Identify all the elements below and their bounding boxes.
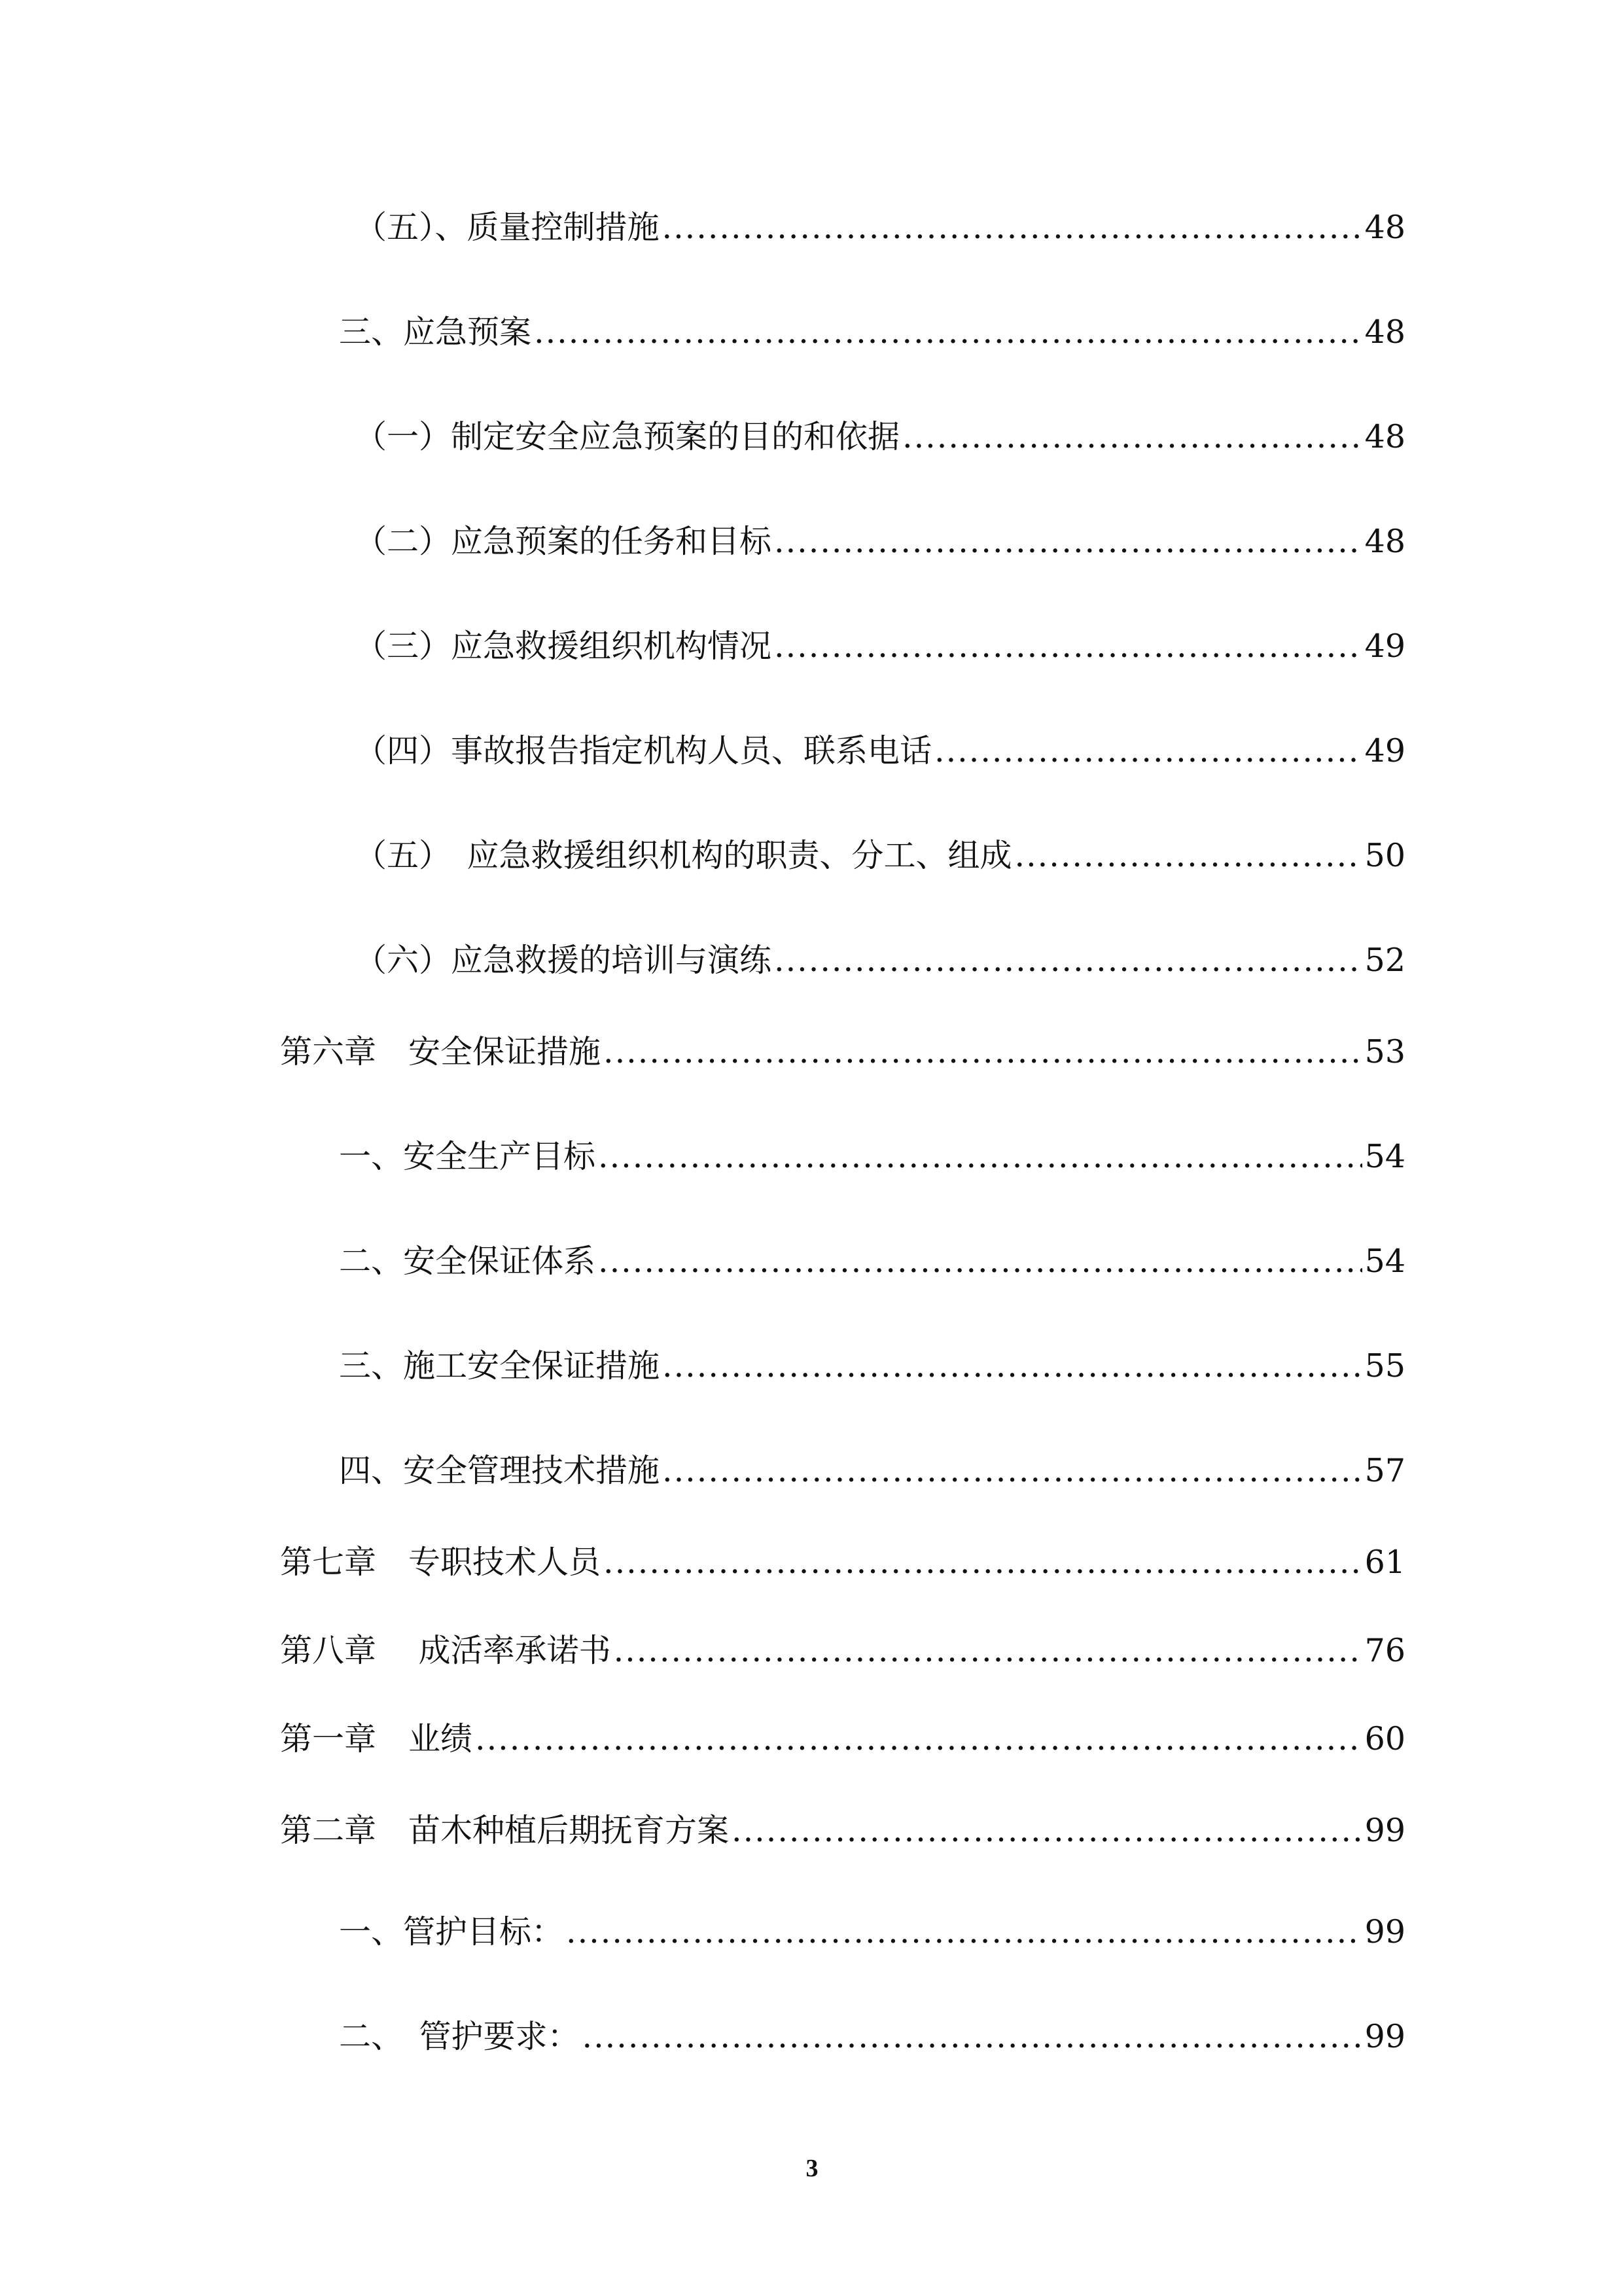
toc-entry-page: 55 [1364, 1347, 1405, 1385]
toc-entry-title: （六）应急救援的培训与演练 [355, 942, 772, 979]
toc-leader-dots [603, 1033, 1362, 1072]
page-number: 3 [805, 2155, 819, 2182]
toc-leader-dots [774, 522, 1362, 561]
toc-entry-title: 第七章 专职技术人员 [280, 1544, 601, 1581]
toc-entry-title: 第二章 苗木种植后期抚育方案 [280, 1812, 730, 1849]
toc-leader-dots [662, 1451, 1362, 1491]
toc-entry-title: 一、安全生产目标 [339, 1138, 596, 1175]
toc-leader-dots [662, 208, 1362, 247]
toc-entry-title: 第八章 成活率承诺书 [280, 1632, 611, 1669]
toc-entry-page: 99 [1364, 1812, 1405, 1849]
toc-entry-title: 四、安全管理技术措施 [339, 1452, 660, 1489]
toc-entry[interactable] [339, 1242, 1405, 1281]
toc-entry-page: 48 [1364, 313, 1405, 351]
toc-entry-page: 50 [1364, 837, 1405, 874]
toc-entry[interactable] [355, 522, 1405, 561]
toc-entry-page: 54 [1364, 1243, 1405, 1280]
toc-entry[interactable] [280, 1033, 1405, 1072]
toc-entry[interactable] [339, 1137, 1405, 1176]
toc-entry-page: 99 [1364, 2018, 1405, 2055]
toc-leader-dots [732, 1811, 1362, 1850]
toc-entry-title: 二、 管护要求： [339, 2018, 580, 2055]
toc-entry-title: 三、应急预案 [339, 313, 532, 351]
toc-leader-dots [582, 2017, 1362, 2057]
toc-entry-page: 60 [1364, 1720, 1405, 1757]
toc-entry-page: 48 [1364, 523, 1405, 560]
toc-entry-title: （四）事故报告指定机构人员、联系电话 [355, 732, 932, 769]
toc-entry-page: 54 [1364, 1138, 1405, 1175]
toc-leader-dots [774, 627, 1362, 666]
toc-leader-dots [534, 313, 1362, 352]
toc-entry[interactable] [339, 2017, 1405, 2057]
toc-leader-dots [566, 1913, 1362, 1952]
toc-entry-title: （三）应急救援组织机构情况 [355, 627, 772, 665]
toc-leader-dots [475, 1720, 1362, 1759]
toc-entry-title: 二、安全保证体系 [339, 1243, 596, 1280]
toc-entry[interactable] [355, 208, 1405, 247]
toc-leader-dots [934, 732, 1362, 771]
toc-entry-page: 57 [1364, 1452, 1405, 1489]
toc-entry-title: （五）、质量控制措施 [355, 209, 660, 246]
toc-entry[interactable] [339, 1451, 1405, 1491]
toc-entry-page: 48 [1364, 418, 1405, 455]
toc-leader-dots [774, 941, 1362, 980]
toc-leader-dots [598, 1137, 1362, 1176]
toc-leader-dots [614, 1631, 1362, 1670]
toc-entry-page: 48 [1364, 209, 1405, 246]
toc-entry[interactable] [355, 417, 1405, 457]
toc-entry[interactable] [339, 313, 1405, 352]
toc-entry[interactable] [339, 1347, 1405, 1386]
toc-leader-dots [662, 1347, 1362, 1386]
toc-leader-dots [603, 1543, 1362, 1582]
toc-leader-dots [1015, 836, 1362, 875]
toc-entry[interactable] [355, 732, 1405, 771]
toc-entry-title: 第六章 安全保证措施 [280, 1033, 601, 1070]
toc-entry-page: 52 [1364, 942, 1405, 979]
toc-entry[interactable] [339, 1913, 1405, 1952]
toc-entry-title: （二）应急预案的任务和目标 [355, 523, 772, 560]
toc-entry-title: （五） 应急救援组织机构的职责、分工、组成 [355, 837, 1012, 874]
toc-entry-page: 49 [1364, 732, 1405, 769]
toc-entry-page: 53 [1364, 1033, 1405, 1070]
toc-entry-page: 76 [1364, 1632, 1405, 1669]
toc-entry[interactable] [355, 836, 1405, 875]
toc-entry[interactable] [280, 1720, 1405, 1759]
toc-entry-page: 61 [1364, 1544, 1405, 1581]
toc-entry-title: 三、施工安全保证措施 [339, 1347, 660, 1385]
toc-entry[interactable] [280, 1631, 1405, 1670]
toc-leader-dots [598, 1242, 1362, 1281]
toc-entry-title: 一、管护目标： [339, 1913, 564, 1951]
toc-entry[interactable] [355, 627, 1405, 666]
toc-entry-title: （一）制定安全应急预案的目的和依据 [355, 418, 900, 455]
toc-entry[interactable] [355, 941, 1405, 980]
toc-entry[interactable] [280, 1811, 1405, 1850]
toc-leader-dots [902, 417, 1362, 457]
toc-entry[interactable] [280, 1543, 1405, 1582]
toc-entry-page: 99 [1364, 1913, 1405, 1951]
toc-entry-title: 第一章 业绩 [280, 1720, 473, 1757]
toc-entry-page: 49 [1364, 627, 1405, 665]
